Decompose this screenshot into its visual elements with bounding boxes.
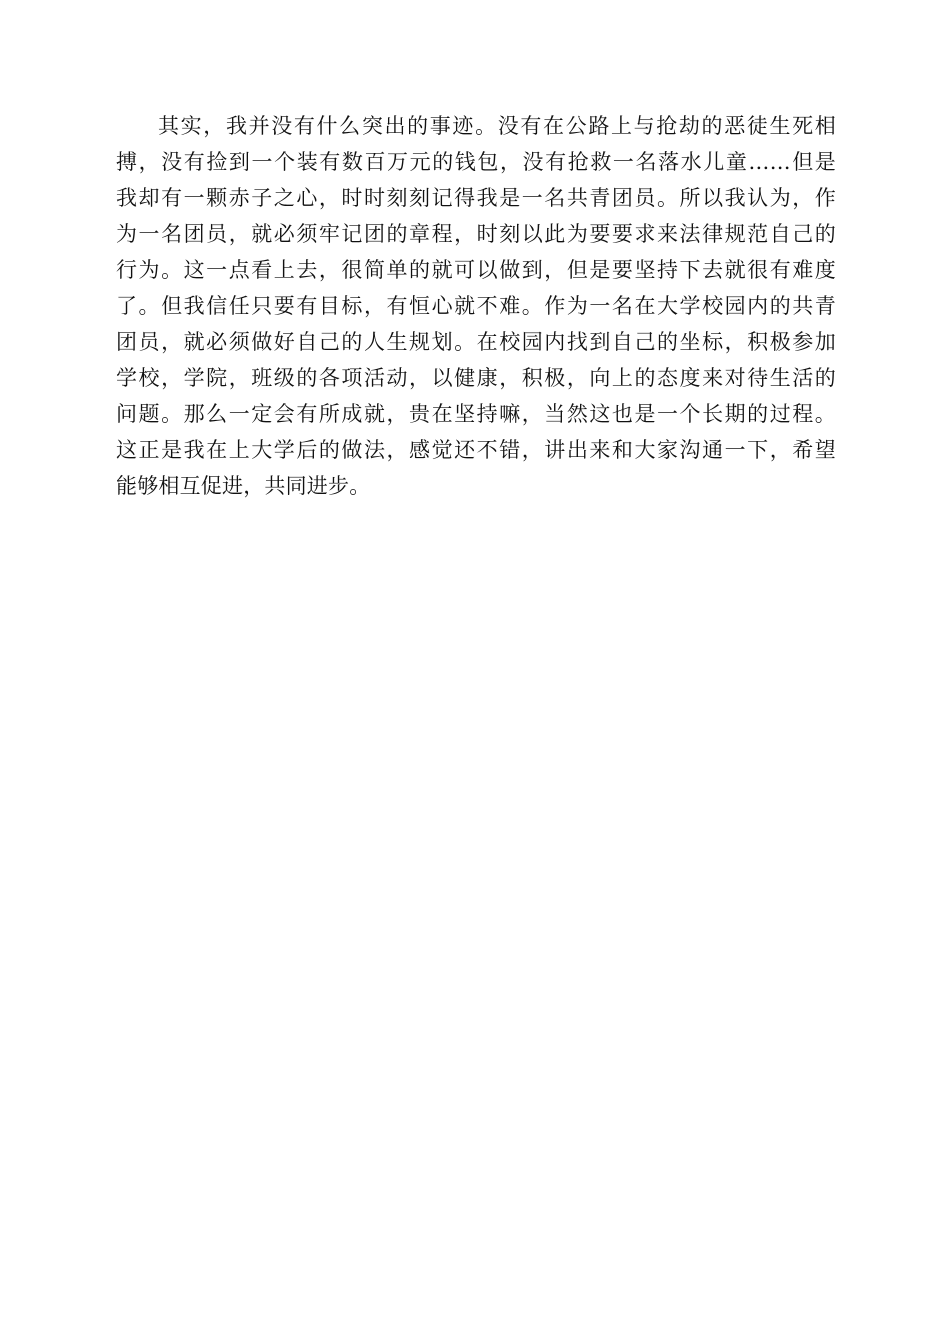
paragraph-line: 我却有一颗赤子之心，时时刻刻记得我是一名共青团员。所以我认为，作: [116, 186, 836, 210]
paragraph-line: 行为。这一点看上去，很简单的就可以做到，但是要坚持下去就很有难度: [116, 258, 836, 282]
paragraph-line: 其实，我并没有什么突出的事迹。没有在公路上与抢劫的恶徒生死相: [158, 114, 836, 138]
paragraph-line: 能够相互促进，共同进步。: [116, 474, 371, 498]
body-paragraph: [116, 108, 836, 504]
document-body: [116, 108, 836, 504]
paragraph-line: 了。但我信任只要有目标，有恒心就不难。作为一名在大学校园内的共青: [116, 294, 836, 318]
paragraph-line: 问题。那么一定会有所成就，贵在坚持嘛，当然这也是一个长期的过程。: [116, 402, 836, 426]
paragraph-line: 团员，就必须做好自己的人生规划。在校园内找到自己的坐标，积极参加: [116, 330, 836, 354]
paragraph-line: 学校，学院，班级的各项活动，以健康，积极，向上的态度来对待生活的: [116, 366, 836, 390]
paragraph-line: 为一名团员，就必须牢记团的章程，时刻以此为要要求来法律规范自己的: [116, 222, 836, 246]
paragraph-line: 这正是我在上大学后的做法，感觉还不错，讲出来和大家沟通一下，希望: [116, 438, 836, 462]
paragraph-line: 搏，没有捡到一个装有数百万元的钱包，没有抢救一名落水儿童……但是: [116, 150, 836, 174]
